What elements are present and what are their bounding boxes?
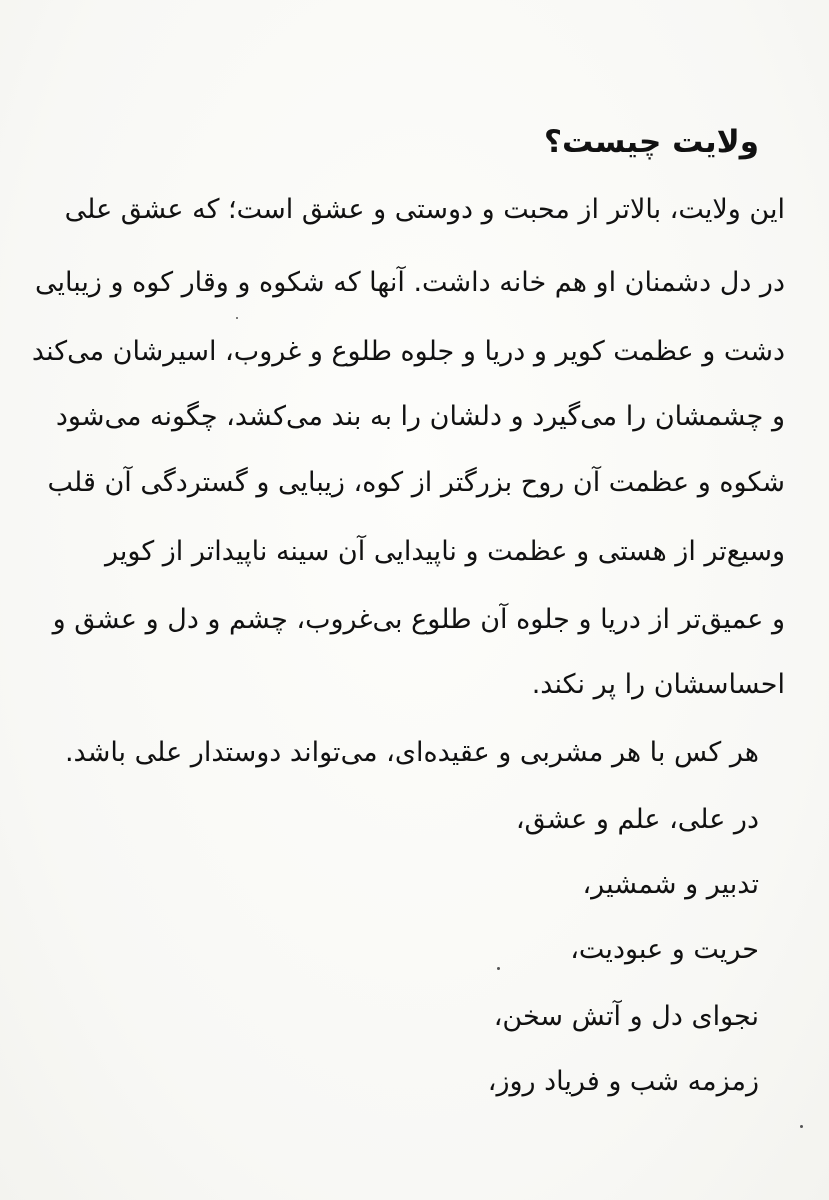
paper-speck <box>236 317 238 319</box>
verse-line-3: تدبیر و شمشیر، <box>582 869 759 900</box>
verse-line-6: زمزمه شب و فریاد روز، <box>487 1066 759 1097</box>
paper-speck <box>800 1125 803 1128</box>
paragraph-line-2: در دل دشمنان او هم خانه داشت. آنها که شکوه و وقار کوه و زیبایی <box>34 267 785 298</box>
section-title: ولایت چیست؟ <box>544 124 759 160</box>
paragraph-line-7: و عمیق‌تر از دریا و جلوه آن طلوع بی‌غروب، چشم و دل و عشق و <box>52 604 785 635</box>
paragraph-line-4: و چشمشان را می‌گیرد و دلشان را به بند می‌کشد، چگونه می‌شود <box>55 401 785 432</box>
paragraph-line-3: دشت و عظمت کویر و دریا و جلوه طلوع و غروب، اسیرشان می‌کند <box>31 336 785 367</box>
paper-speck <box>497 967 500 970</box>
paragraph-line-6: وسیع‌تر از هستی و عظمت و ناپیدایی آن سینه ناپیداتر از کویر <box>104 536 785 567</box>
verse-line-1: هر کس با هر مشربی و عقیده‌ای، می‌تواند دوستدار علی باشد. <box>64 737 759 768</box>
verse-line-2: در علی، علم و عشق، <box>515 804 759 835</box>
verse-line-4: حریت و عبودیت، <box>570 934 759 965</box>
verse-line-5: نجوای دل و آتش سخن، <box>493 1001 759 1032</box>
paragraph-line-5: شکوه و عظمت آن روح بزرگتر از کوه، زیبایی و گستردگی آن قلب <box>47 467 785 498</box>
paragraph-line-1: این ولایت، بالاتر از محبت و دوستی و عشق است؛ که عشق علی <box>64 194 785 225</box>
paragraph-line-8: احساسشان را پر نکند. <box>531 669 785 700</box>
